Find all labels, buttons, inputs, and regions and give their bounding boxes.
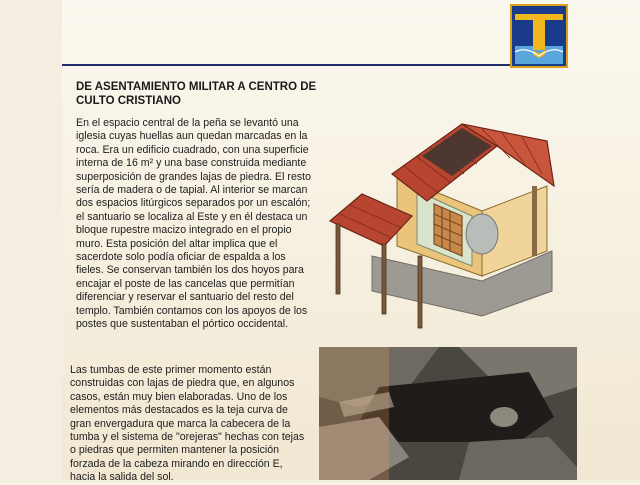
section-title: DE ASENTAMIENTO MILITAR A CENTRO DE CULTO CRISTIANO <box>76 81 317 107</box>
tomb-photograph <box>319 347 577 480</box>
paragraph-church: En el espacio central de la peña se levantó una iglesia cuyas huellas aun quedan marcadas en la roca. Era un edificio cuadrado, con una superficie interna de 16 m² y una base construida mediante superposición de grandes lajas de piedra. El resto sería de madera o de tapial. Al interior se marcan dos espacios litúrgicos separados por un escalón; el santuario se localiza al Este y en él destaca un bloque rupestre macizo integrado en el propio muro. Esta posición del altar implica que el sacerdote solo podía oficiar de espalda a los fieles. Se conservan también los dos hoyos para encajar el poste de las cancelas que permitían diferenciar y reservar el santuario del resto del templo. También contamos con los apoyos de los postes que sustentaban el pórtico occidental. <box>76 117 311 331</box>
header-rule <box>62 64 510 66</box>
logo-emblem <box>510 4 568 68</box>
left-margin <box>0 0 62 480</box>
logo-icon <box>512 6 566 66</box>
paragraph-tombs: Las tumbas de este primer momento están construidas con lajas de piedra que, en algunos casos, están muy bien elaboradas. Uno de los elementos más destacados es la teja curva de gran envergadura que marca la cabecera de la tumba y el sistema de "orejeras" hechas con tejas o piedras que permiten mantener la posición forzada de la cabeza mirando en dirección E, hacia la salida del sol. <box>70 364 305 484</box>
church-reconstruction-illustration <box>322 116 572 336</box>
